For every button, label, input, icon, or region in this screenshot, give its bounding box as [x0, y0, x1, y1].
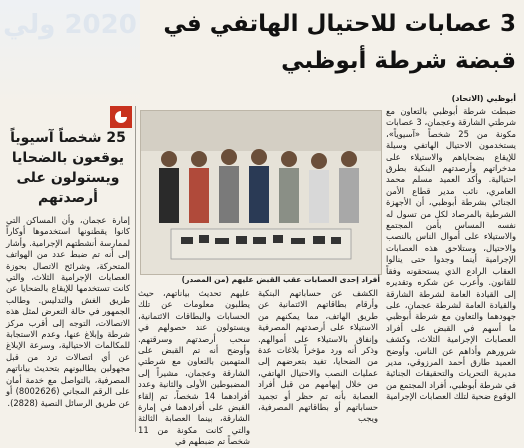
byline: أبوظبي (الاتحاد) [451, 94, 516, 103]
photo-caption: أفراد إحدى العصابات عقب القبض عليهم (من المصدر) [181, 275, 380, 284]
body-column-right: ضبطت شرطة أبوظبي بالتعاون مع شرطتي الشارقة وعجمان، 3 عصابات مكونة من 25 شخصاً «آسيوياً»، يستخدمون الاحتيال الهاتفي وسيلة للإيقاع بضحاياهم والاستيلاء على مدخراتهم وأرصدتهم البنكية بطرق احتيالية. وأكد العميد مسلم محمد العامري، نائب مدير قطاع الأمن الجنائي بشرطة أبوظبي، أن الأجهزة الشرطية بالمرصاد لكل من تسول له نفسه المساس بأمن المجتمع والاستيلاء على أموال الناس بالنصب والاحتيال، وستلاحق هذه العصابات الإجرامية أينما وجدوا حتى ينالوا العقاب الرادع الذي يستحقونه وفقاً للقانون. وأعرب عن شكره وتقديره إلى القيادة العامة لشرطة الشارقة والقيادة العامة لشرطة عجمان، على جهودهما والتعاون مع شرطة أبوظبي ما أسهم في القبض على أفراد العصابات الإجرامية الثلاث، وكشف شرورهم وأذاهم عن الناس. وأوضح العميد طارق أحمد المرزوقي، مدير مديرية التحريات والتحقيقات الجنائية في شرطة أبوظبي، أفراد المجتمع من الوقوع ضحية لتلك العصابات الإجرامية [386, 106, 516, 402]
newspaper-logo-icon [110, 106, 132, 128]
faded-ghost-text: 2020 ولي [3, 10, 137, 40]
article-headline: 3 عصابات للاحتيال الهاتفي في قبضة شرطة أبوظبي [163, 11, 516, 74]
body-column-left: إمارة عجمان، وأن المساكن التي كانوا يقطنونها استخدموها أوكاراً لممارسة أنشطتهم الإجرامية. وأشار إلى أنه تم ضبط عدد من الهواتف المتحركة، وشرائح الاتصال بحوزة العصابات الإجرامية الثلاث، والتي كانت تستخدمها للإيقاع بالضحايا عن طريق الغش والتدليس. وطالب الجمهور في حالة التعرض لمثل هذه الاتصالات، التوجه إلى أقرب مركز شرطة وإبلاغ عنها، وعدم الاستجابة للمكالمات الاحتيالية، وسرعة الإبلاغ عن أي اتصالات ترد من قبل مجهولين يطالبونهم بتحديث بياناتهم المصرفية، بالتواصل مع خدمة أمان على الرقم المجاني (8002626) أو عن طريق الرسائل النصية (2828). [6, 215, 130, 408]
body-column-middle-2: عليهم تحديث بياناتهم، حيث يطلبون معلومات عن تلك الحسابات والبطاقات الائتمانية، ويستولون عند حصولهم في سحب أرصدتهم وسرقتهم. وأوضح أنه تم القبض على المتهمين بالتعاون مع شرطتي الشارقة وعجمان، مشيراً إلى المضبوطين الأولى والثانية وعدد أفرادهما 14 شخصاً، تم إلقاء القبض على أفرادهما في إمارة الشارقة، بينما العصابة الثالثة والتي كانت مكونة من 11 شخصاً تم ضبطهم في [138, 288, 251, 447]
group-photo-illustration [141, 111, 381, 274]
side-story-headline: 25 شخصاً آسيوياً يوقعون بالضحايا ويستولون على أرصدتهم [10, 130, 126, 206]
body-column-middle: الكشف عن حساباتهم البنكية وأرقام بطاقاتهم الائتمانية عن طريق الهاتف، مما يمكنهم من الاستيلاء على أرصدتهم المصرفية وإنفاق بالاستيلاء على أموالهم. وذكر أنه ورد مؤخراً بلاغات عدة من الضحايا، تفيد بتعرضهم إلى عمليات النصب والاحتيال الهاتفي، من خلال إيهامهم من قبل أفراد العصابة بأنه تم حظر أو تجميد حساباتهم أو بطاقاتهم المصرفية، ويجب [258, 288, 378, 424]
column-divider [135, 106, 136, 432]
article-photo [140, 110, 382, 275]
